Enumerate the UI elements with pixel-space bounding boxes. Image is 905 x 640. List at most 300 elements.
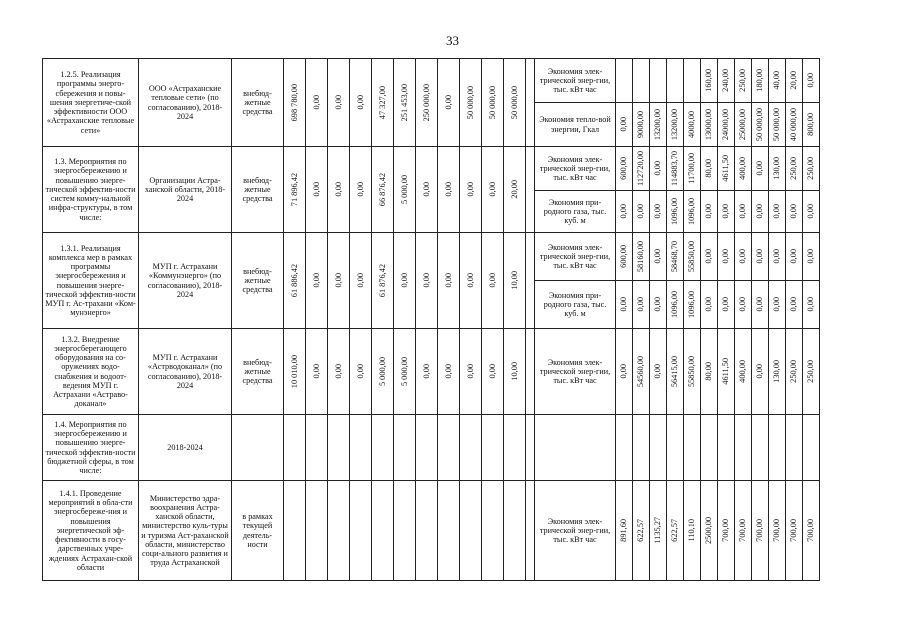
indicator-value-cell <box>803 281 820 329</box>
funding-value: 20,00 <box>509 180 519 199</box>
indicator-name-cell: Экономия элек-трической энер-гии, тыс. кВт час <box>535 481 616 581</box>
measure-name-cell: 1.3.1. Реализация комплекса мер в рамках программы энергосбережения и повышения энерге-тической эффектив-ности МУП г. Ас-трахани «Ком-мунэнерго» <box>43 233 139 329</box>
funding-value: 0,00 <box>443 95 453 110</box>
executor-cell: ООО «Астраханские тепловые сети» (по согласованию), 2018-2024 <box>139 59 232 147</box>
funding-cell <box>394 481 416 581</box>
indicator-value: 600,00 <box>619 157 629 180</box>
funding-cell <box>350 481 372 581</box>
funding-value: 0,00 <box>333 95 343 110</box>
indicator-value: 11700,00 <box>687 153 697 184</box>
funding-value: 50 000,00 <box>509 85 519 120</box>
funding-cell <box>306 59 328 147</box>
funding-value: 0,00 <box>311 273 321 288</box>
indicator-value-cell <box>786 233 803 281</box>
indicator-value: 13000,00 <box>704 108 714 141</box>
indicator-value: 0,00 <box>653 364 663 379</box>
funding-cell <box>416 233 438 329</box>
indicator-value-cell <box>667 281 684 329</box>
indicator-value: 0,00 <box>772 249 782 264</box>
indicator-value-cell <box>684 103 701 147</box>
indicator-value-cell <box>786 103 803 147</box>
indicator-value-cell <box>684 329 701 415</box>
executor-cell: Министерство здра-воохранения Астра-ханской области, министерство куль-туры и туризма Аст-раханской области, министерство соци-ального развития и труда Астраханской <box>139 481 232 581</box>
indicator-value-cell <box>803 59 820 103</box>
indicator-name-cell <box>535 415 616 481</box>
indicator-value: 400,00 <box>738 360 748 383</box>
funding-cell <box>372 329 394 415</box>
indicator-value: 1135,27 <box>653 517 663 544</box>
indicator-value: 13200,00 <box>653 108 663 141</box>
spacer-cell <box>526 233 535 329</box>
funding-value: 0,00 <box>443 364 453 379</box>
funding-value: 10 010,00 <box>289 354 299 389</box>
indicator-value-cell <box>616 147 633 191</box>
indicator-value-cell <box>752 481 769 581</box>
indicator-value: 800,00 <box>806 113 816 136</box>
indicator-value: 0,00 <box>755 204 765 219</box>
indicator-value: 55850,00 <box>687 355 697 388</box>
indicator-value-cell <box>650 329 667 415</box>
funding-cell <box>394 233 416 329</box>
indicator-value-cell <box>786 147 803 191</box>
indicator-value: 0,00 <box>755 249 765 264</box>
indicator-value: 250,00 <box>789 360 799 383</box>
measure-name-cell: 1.2.5. Реализация программы энерго-сбережения и повы-шения энергетиче-ской эффективности ООО «Астраханские тепловые сети» <box>43 59 139 147</box>
indicator-value: 50 000,00 <box>772 107 782 142</box>
spacer-cell <box>526 59 535 147</box>
funding-value: 0,00 <box>465 273 475 288</box>
indicator-value-cell <box>633 329 650 415</box>
indicator-value: 400,00 <box>738 157 748 180</box>
funding-cell <box>394 329 416 415</box>
indicator-value-cell <box>735 147 752 191</box>
indicator-value-cell <box>701 59 718 103</box>
funding-value: 0,00 <box>333 182 343 197</box>
funding-cell <box>460 481 482 581</box>
indicator-value-cell <box>752 415 769 481</box>
indicator-value-cell <box>752 147 769 191</box>
funding-value: 5 000,00 <box>377 356 387 387</box>
indicator-value-cell <box>667 233 684 281</box>
indicator-value-cell <box>701 233 718 281</box>
funding-source-cell: внебюд-жетные средства <box>232 233 284 329</box>
funding-cell <box>482 147 504 233</box>
indicator-value-cell <box>718 481 735 581</box>
indicator-value: 1096,00 <box>670 291 680 318</box>
funding-value: 0,00 <box>465 364 475 379</box>
indicator-value: 0,00 <box>653 249 663 264</box>
indicator-value-cell <box>752 329 769 415</box>
indicator-value-cell <box>684 59 701 103</box>
funding-value: 50 000,00 <box>465 85 475 120</box>
indicator-value-cell <box>786 59 803 103</box>
indicator-name-cell: Экономия элек-трической энер-гии, тыс. кВт час <box>535 233 616 281</box>
funding-cell <box>350 233 372 329</box>
measure-name-cell: 1.3. Мероприятия по энергосбережению и повышению энерге-тической эффектив-ности систем комму-нальной инфра-структуры, в том числе: <box>43 147 139 233</box>
indicator-value-cell <box>786 415 803 481</box>
funding-cell <box>460 329 482 415</box>
indicator-value-cell <box>633 233 650 281</box>
funding-value: 50 000,00 <box>487 85 497 120</box>
indicator-value: 0,00 <box>738 297 748 312</box>
spacer-cell <box>526 329 535 415</box>
funding-cell <box>328 147 350 233</box>
indicator-name-cell: Экономия при-родного газа, тыс. куб. м <box>535 191 616 233</box>
indicator-value-cell <box>616 191 633 233</box>
indicator-value-cell <box>701 147 718 191</box>
funding-cell <box>284 329 306 415</box>
indicator-value: 0,00 <box>772 204 782 219</box>
funding-cell <box>328 329 350 415</box>
funding-cell <box>372 59 394 147</box>
funding-cell <box>372 481 394 581</box>
indicator-value: 112720,00 <box>636 151 646 186</box>
indicator-value: 0,00 <box>704 249 714 264</box>
funding-cell <box>416 415 438 481</box>
funding-value: 66 876,42 <box>377 172 387 207</box>
indicator-value: 0,00 <box>755 297 765 312</box>
funding-value: 0,00 <box>311 364 321 379</box>
indicator-value: 4000,00 <box>687 111 697 138</box>
indicator-value: 9000,00 <box>636 111 646 138</box>
indicator-value: 700,00 <box>738 519 748 542</box>
indicator-value-cell <box>684 147 701 191</box>
funding-value: 10,00 <box>509 362 519 381</box>
indicator-value-cell <box>752 191 769 233</box>
indicator-value: 0,00 <box>704 204 714 219</box>
funding-value: 5 000,00 <box>399 174 409 205</box>
indicator-value-cell <box>633 147 650 191</box>
indicator-value-cell <box>650 59 667 103</box>
funding-value: 61 876,42 <box>377 263 387 298</box>
funding-cell <box>372 415 394 481</box>
indicator-value-cell <box>650 233 667 281</box>
funding-cell <box>438 59 460 147</box>
indicator-value-cell <box>735 281 752 329</box>
indicator-value-cell <box>633 481 650 581</box>
indicator-value-cell <box>701 481 718 581</box>
indicator-value: 250,00 <box>806 157 816 180</box>
indicator-value: 58468,70 <box>670 240 680 273</box>
indicator-value-cell <box>769 103 786 147</box>
indicator-value: 0,00 <box>704 297 714 312</box>
funding-source-cell: внебюд-жетные средства <box>232 329 284 415</box>
indicator-value-cell <box>803 147 820 191</box>
indicator-value-cell <box>769 329 786 415</box>
indicator-value: 0,00 <box>755 161 765 176</box>
executor-cell: МУП г. Астрахани «Коммунэнерго» (по согласованию), 2018-2024 <box>139 233 232 329</box>
indicator-value-cell <box>667 481 684 581</box>
indicator-value-cell <box>786 481 803 581</box>
indicator-value-cell <box>616 233 633 281</box>
funding-value: 0,00 <box>333 273 343 288</box>
indicator-value-cell <box>718 415 735 481</box>
indicator-value-cell <box>735 191 752 233</box>
indicator-name-cell: Экономия элек-трической энер-гии, тыс. кВт час <box>535 147 616 191</box>
funding-cell <box>394 147 416 233</box>
indicator-value-cell <box>718 281 735 329</box>
indicator-value: 0,00 <box>636 204 646 219</box>
indicator-value-cell <box>701 191 718 233</box>
funding-cell <box>460 147 482 233</box>
indicator-value-cell <box>667 59 684 103</box>
funding-cell <box>394 415 416 481</box>
indicator-value-cell <box>633 59 650 103</box>
indicator-value-cell <box>650 415 667 481</box>
executor-cell: 2018-2024 <box>139 415 232 481</box>
indicator-value: 0,00 <box>653 161 663 176</box>
indicator-value-cell <box>735 481 752 581</box>
funding-cell <box>504 59 526 147</box>
indicator-value-cell <box>684 481 701 581</box>
funding-value: 0,00 <box>355 273 365 288</box>
indicator-value-cell <box>803 233 820 281</box>
indicator-value: 24000,00 <box>721 108 731 141</box>
indicator-value-cell <box>616 329 633 415</box>
funding-cell <box>350 415 372 481</box>
indicator-name-cell: Экономия при-родного газа, тыс. куб. м <box>535 281 616 329</box>
funding-value: 251 453,00 <box>399 83 409 122</box>
indicator-value-cell <box>803 103 820 147</box>
indicator-value-cell <box>735 415 752 481</box>
spacer-cell <box>526 415 535 481</box>
funding-cell <box>306 329 328 415</box>
funding-value: 5 000,00 <box>399 356 409 387</box>
indicator-value-cell <box>735 233 752 281</box>
funding-value: 0,00 <box>311 95 321 110</box>
funding-cell <box>482 233 504 329</box>
funding-cell <box>306 147 328 233</box>
indicator-value: 0,00 <box>619 204 629 219</box>
indicator-value: 180,00 <box>755 69 765 92</box>
indicator-value: 0,00 <box>653 297 663 312</box>
funding-value: 0,00 <box>333 364 343 379</box>
indicator-value: 250,00 <box>738 69 748 92</box>
table-row <box>43 233 820 281</box>
funding-cell <box>350 329 372 415</box>
indicator-value: 700,00 <box>721 519 731 542</box>
funding-cell <box>438 415 460 481</box>
indicator-value-cell <box>701 329 718 415</box>
measure-name-cell: 1.4.1. Проведение мероприятий в обла-сти энергосбереже-ния и повышения энергетической эф-фективности в госу-дарственных учре-ждениях Астрахан-ской области <box>43 481 139 581</box>
indicator-value: 54560,00 <box>636 355 646 388</box>
indicator-value: 114883,70 <box>670 151 680 186</box>
funding-cell <box>328 481 350 581</box>
funding-cell <box>284 415 306 481</box>
funding-cell <box>504 415 526 481</box>
indicator-value: 4611,50 <box>721 155 731 182</box>
indicator-value-cell <box>633 415 650 481</box>
page-number: 33 <box>446 33 459 48</box>
indicator-value-cell <box>684 281 701 329</box>
indicator-value-cell <box>769 281 786 329</box>
indicator-value: 2500,00 <box>704 517 714 544</box>
funding-cell <box>328 415 350 481</box>
indicator-value: 622,57 <box>670 519 680 542</box>
funding-value: 0,00 <box>399 273 409 288</box>
funding-value: 0,00 <box>443 273 453 288</box>
spacer-cell <box>526 481 535 581</box>
executor-cell: Организации Астра-ханской области, 2018-2024 <box>139 147 232 233</box>
indicator-value: 0,00 <box>806 73 816 88</box>
table-row <box>43 329 820 415</box>
funding-cell <box>438 329 460 415</box>
funding-value: 0,00 <box>443 182 453 197</box>
indicator-value-cell <box>701 415 718 481</box>
indicator-value-cell <box>769 191 786 233</box>
indicator-value-cell <box>735 103 752 147</box>
funding-cell <box>372 147 394 233</box>
indicator-value-cell <box>684 191 701 233</box>
funding-cell <box>350 59 372 147</box>
indicator-value: 600,00 <box>619 245 629 268</box>
indicator-value: 4611,50 <box>721 358 731 385</box>
indicator-name-cell: Экономия элек-трической энер-гии, тыс. кВт час <box>535 329 616 415</box>
indicator-value-cell <box>633 281 650 329</box>
indicator-value-cell <box>803 415 820 481</box>
indicator-value-cell <box>769 415 786 481</box>
funding-value: 0,00 <box>355 182 365 197</box>
indicator-value: 0,00 <box>806 249 816 264</box>
indicator-value-cell <box>667 103 684 147</box>
indicator-value: 0,00 <box>789 297 799 312</box>
indicator-value: 1096,00 <box>670 198 680 225</box>
funding-value: 47 327,00 <box>377 85 387 120</box>
indicator-value: 13200,00 <box>670 108 680 141</box>
funding-value: 0,00 <box>487 364 497 379</box>
indicator-name-cell: Экономия тепло-вой энергии, Гкал <box>535 103 616 147</box>
indicator-value: 25000,00 <box>738 108 748 141</box>
funding-cell <box>504 329 526 415</box>
indicator-value: 1096,00 <box>687 291 697 318</box>
funding-cell <box>460 59 482 147</box>
indicator-value: 110,10 <box>687 519 697 542</box>
funding-cell <box>394 59 416 147</box>
indicator-value-cell <box>684 415 701 481</box>
indicator-value: 55850,00 <box>687 240 697 273</box>
funding-value: 0,00 <box>465 182 475 197</box>
indicator-value-cell <box>633 103 650 147</box>
indicator-value: 0,00 <box>721 249 731 264</box>
table-row <box>43 59 820 103</box>
indicator-value: 130,00 <box>772 360 782 383</box>
indicator-value: 58160,00 <box>636 240 646 273</box>
indicator-value-cell <box>650 103 667 147</box>
indicator-value-cell <box>752 281 769 329</box>
indicator-value-cell <box>803 481 820 581</box>
funding-cell <box>306 481 328 581</box>
indicator-value: 0,00 <box>738 204 748 219</box>
indicator-value: 700,00 <box>772 519 782 542</box>
indicator-value: 0,00 <box>619 364 629 379</box>
funding-source-cell: внебюд-жетные средства <box>232 59 284 147</box>
indicator-value-cell <box>650 481 667 581</box>
funding-cell <box>482 329 504 415</box>
funding-cell <box>416 59 438 147</box>
funding-cell <box>460 415 482 481</box>
funding-value: 10,00 <box>509 271 519 290</box>
funding-value: 61 886,42 <box>289 263 299 298</box>
indicator-value: 0,00 <box>636 297 646 312</box>
indicator-value-cell <box>667 329 684 415</box>
indicator-value-cell <box>718 233 735 281</box>
indicator-value-cell <box>650 281 667 329</box>
funding-cell <box>328 233 350 329</box>
indicator-value-cell <box>735 59 752 103</box>
funding-cell <box>504 147 526 233</box>
indicator-value-cell <box>752 59 769 103</box>
indicator-value: 700,00 <box>755 519 765 542</box>
funding-cell <box>306 415 328 481</box>
indicator-value: 40 000,00 <box>789 107 799 142</box>
indicator-value-cell <box>803 191 820 233</box>
indicator-value: 40,00 <box>772 71 782 90</box>
funding-cell <box>504 481 526 581</box>
indicator-value-cell <box>684 233 701 281</box>
funding-cell <box>284 147 306 233</box>
indicator-value-cell <box>616 103 633 147</box>
measure-name-cell: 1.3.2. Внедрение энергосберегающего оборудования на со-оружениях водо-снабжения и водоот-ведения МУП г. Астрахани «Астраво-доканал» <box>43 329 139 415</box>
funding-cell <box>284 59 306 147</box>
indicator-value-cell <box>769 147 786 191</box>
indicator-value: 0,00 <box>721 297 731 312</box>
indicator-value: 56415,00 <box>670 355 680 388</box>
indicator-value-cell <box>650 191 667 233</box>
indicator-value: 0,00 <box>806 297 816 312</box>
executor-cell: МУП г. Астрахани «Астрводоканал» (по согласованию), 2018-2024 <box>139 329 232 415</box>
indicator-value: 0,00 <box>789 249 799 264</box>
indicator-value-cell <box>769 481 786 581</box>
indicator-value-cell <box>718 147 735 191</box>
funding-cell <box>416 329 438 415</box>
indicator-value: 80,00 <box>704 362 714 381</box>
funding-value: 250 000,00 <box>421 83 431 122</box>
funding-cell <box>284 233 306 329</box>
indicator-value-cell <box>752 103 769 147</box>
indicator-value-cell <box>718 191 735 233</box>
indicator-value-cell <box>803 329 820 415</box>
funding-cell <box>372 233 394 329</box>
measure-name-cell: 1.4. Мероприятия по энергосбережению и повышению энерге-тической эффектив-ности бюджетной сферы, в том числе: <box>43 415 139 481</box>
indicator-value: 130,00 <box>772 157 782 180</box>
indicator-value-cell <box>752 233 769 281</box>
indicator-value: 0,00 <box>806 204 816 219</box>
funding-cell <box>482 59 504 147</box>
funding-value: 0,00 <box>487 273 497 288</box>
funding-cell <box>416 147 438 233</box>
table-row <box>43 415 820 481</box>
funding-source-cell <box>232 415 284 481</box>
indicator-value-cell <box>633 191 650 233</box>
funding-value: 0,00 <box>421 273 431 288</box>
indicator-value-cell <box>616 415 633 481</box>
indicator-value: 0,00 <box>721 204 731 219</box>
funding-source-cell: в рамках текущей деятель-ности <box>232 481 284 581</box>
funding-cell <box>328 59 350 147</box>
indicator-value-cell <box>667 147 684 191</box>
indicator-value-cell <box>786 281 803 329</box>
indicator-value: 240,00 <box>721 69 731 92</box>
funding-value: 0,00 <box>355 95 365 110</box>
indicator-value: 80,00 <box>704 159 714 178</box>
indicator-value: 50 000,00 <box>755 107 765 142</box>
indicator-value: 250,00 <box>789 157 799 180</box>
indicator-value: 1096,00 <box>687 198 697 225</box>
indicator-value-cell <box>769 233 786 281</box>
indicator-value: 622,57 <box>636 519 646 542</box>
indicator-value-cell <box>718 329 735 415</box>
table-row <box>43 147 820 191</box>
